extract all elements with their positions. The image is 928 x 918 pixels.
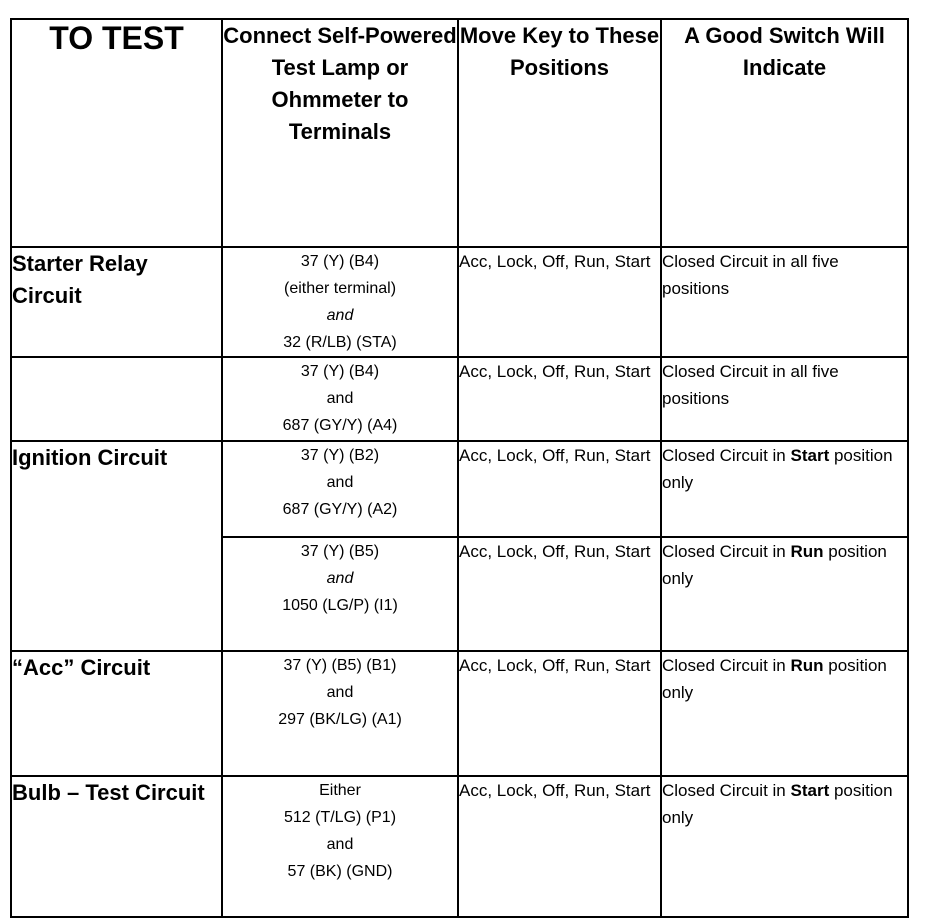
- indicate-cell: Closed Circuit in all five positions: [661, 357, 908, 441]
- positions-cell: Acc, Lock, Off, Run, Start: [458, 537, 661, 651]
- indicate-cell: [661, 776, 908, 917]
- terminal-line: 297 (BK/LG) (A1): [278, 711, 402, 728]
- terminal-line: 37 (Y) (B5): [300, 543, 380, 560]
- terminal-line: and: [326, 570, 354, 587]
- indicate-position: Run: [790, 656, 824, 675]
- terminals-cell: [222, 247, 458, 357]
- positions-cell: Acc, Lock, Off, Run, Start: [458, 651, 661, 776]
- terminal-line: 37 (Y) (B2): [300, 447, 380, 464]
- positions-cell: Acc, Lock, Off, Run, Start: [458, 776, 661, 917]
- indicate-text: position only: [662, 656, 887, 702]
- terminal-line: 1050 (LG/P) (I1): [282, 597, 398, 614]
- header-move-key: Move Key to These Positions: [458, 19, 661, 247]
- indicate-position: Run: [790, 542, 824, 561]
- terminal-line: and: [326, 390, 354, 407]
- indicate-position: Start: [790, 781, 830, 800]
- indicate-cell: Closed Circuit in all five positions: [661, 247, 908, 357]
- indicate-text: Closed Circuit in: [662, 446, 791, 465]
- terminals-cell: [222, 441, 458, 537]
- terminals-cell: [222, 651, 458, 776]
- indicate-text: Closed Circuit in: [662, 542, 791, 561]
- terminal-line: 57 (BK) (GND): [287, 863, 393, 880]
- terminal-line: 37 (Y) (B4): [300, 363, 380, 380]
- terminals-cell: [222, 537, 458, 651]
- positions-cell: Acc, Lock, Off, Run, Start: [458, 441, 661, 537]
- indicate-text: position only: [662, 781, 893, 827]
- header-row: [11, 19, 908, 247]
- indicate-position: Start: [790, 446, 830, 465]
- table-row: [11, 247, 908, 357]
- terminals-cell: [222, 357, 458, 441]
- test-name: [11, 357, 222, 441]
- terminal-line: 32 (R/LB) (STA): [283, 334, 397, 351]
- terminal-line: (either terminal): [283, 280, 397, 297]
- terminal-line: 687 (GY/Y) (A2): [282, 501, 398, 518]
- terminals-cell: [222, 776, 458, 917]
- indicate-cell: [661, 651, 908, 776]
- indicate-text: position only: [662, 446, 893, 492]
- header-connect: Connect Self-Powered Test Lamp or Ohmmeter to Terminals: [222, 19, 458, 247]
- indicate-text: Closed Circuit in: [662, 656, 791, 675]
- table-row: [11, 357, 908, 441]
- terminal-line: and: [326, 307, 354, 324]
- table-row: [11, 537, 908, 651]
- terminal-line: 687 (GY/Y) (A4): [282, 417, 398, 434]
- switch-test-table: [10, 18, 909, 918]
- terminal-line: and: [326, 474, 354, 491]
- indicate-cell: [661, 441, 908, 537]
- test-name: [11, 537, 222, 651]
- test-name: Starter Relay Circuit: [11, 247, 222, 357]
- indicate-cell: [661, 537, 908, 651]
- table-row: [11, 441, 908, 537]
- test-name: Bulb – Test Circuit: [11, 776, 222, 917]
- terminal-line: and: [326, 836, 354, 853]
- indicate-text: Closed Circuit in: [662, 781, 791, 800]
- indicate-text: position only: [662, 542, 887, 588]
- terminal-line: and: [326, 684, 354, 701]
- positions-cell: Acc, Lock, Off, Run, Start: [458, 357, 661, 441]
- terminal-line: 37 (Y) (B4): [300, 253, 380, 270]
- terminal-line: 512 (T/LG) (P1): [283, 809, 397, 826]
- positions-cell: Acc, Lock, Off, Run, Start: [458, 247, 661, 357]
- header-good-switch: A Good Switch Will Indicate: [661, 19, 908, 247]
- terminal-line: Either: [319, 782, 361, 799]
- header-to-test: TO TEST: [11, 19, 222, 247]
- test-name: Ignition Circuit: [11, 441, 222, 537]
- table-row: [11, 651, 908, 776]
- table-row: [11, 776, 908, 917]
- terminal-line: 37 (Y) (B5) (B1): [283, 657, 397, 674]
- test-name: “Acc” Circuit: [11, 651, 222, 776]
